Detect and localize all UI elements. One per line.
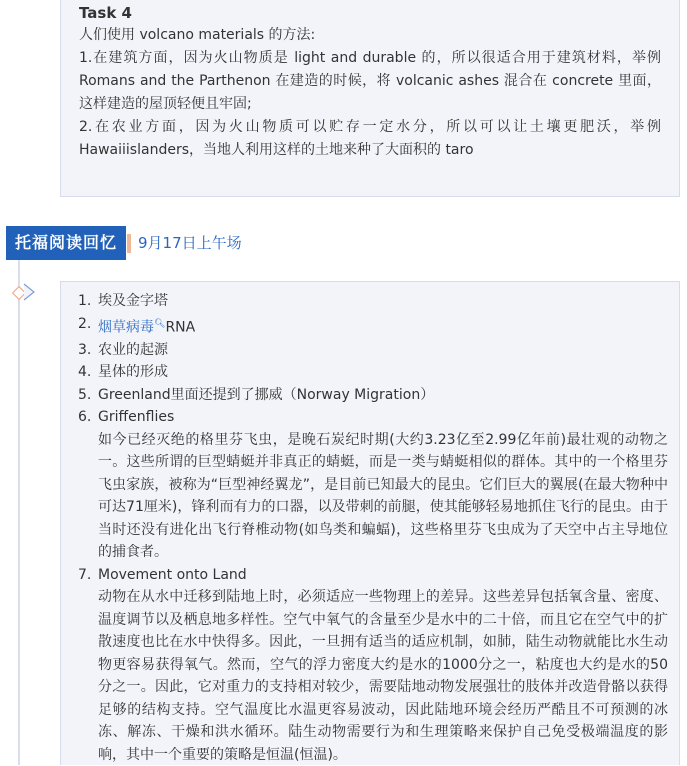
task-card <box>60 0 680 197</box>
item-text: RNA <box>165 319 196 336</box>
item-paragraph: 动物在从水中迁移到陆地上时，必须适应一些物理上的差异。这些差异包括氧含量、密度、温度调节以及栖息地多样性。空气中氧气的含量至少是水中的二十倍，而且它在空气中的扩散速度也比在水中快得多。因此，一旦拥有适当的适应机制，如肺，陆生动物就能比水生动物更容易获得氧气。然而，空气的浮力密度大约是水的1000分之一，粘度也大约是水的50分之一。因此，它对重力的支持相对较少，需要陆地动物发展强壮的肢体并改造骨骼以获得足够的结构支持。空气温度比水温更容易波动，因此陆地环境会经历严酷且不可预测的冰冻、解冻、干燥和洪水循环。陆生动物需要行为和生理策略来保护自己免受极端温度的影响，其中一个重要的策略是恒温(恒温)。 <box>98 589 668 763</box>
item-text: Greenland里面还提到了挪威（Norway Migration） <box>98 386 435 403</box>
list-item <box>78 339 668 362</box>
list-item <box>78 361 668 384</box>
tobacco-virus-link[interactable]: 烟草病毒 <box>98 319 154 336</box>
item-number: 2. <box>78 315 92 332</box>
task-paragraph-2: 2.在农业方面，因为火山物质可以贮存一定水分，所以可以让土壤更肥沃，举例 Hawaiiislanders，当地人利用这样的土地来种了大面积的 taro <box>79 119 661 158</box>
section-date: 9月17日上午场 <box>138 234 242 252</box>
item-paragraph: 如今已经灭绝的格里芬飞虫，是晚石炭纪时期(大约3.23亿至2.99亿年前)最壮观的动物之一。这些所谓的巨型蜻蜓并非真正的蜻蜓，而是一类与蜻蜓相似的群体。其中的一个格里芬飞虫家族，被称为“巨型神经翼龙”，是目前已知最大的昆虫。它们巨大的翼展(在最大物种中可达71厘米)，锋利而有力的口器，以及带刺的前腿，使其能够轻易地抓住飞行的昆虫。由于当时还没有进化出飞行脊椎动物(如鸟类和蝙蝠)，这些格里芬飞虫成为了天空中占主导地位的捕食者。 <box>98 431 668 561</box>
item-number: 3. <box>78 341 92 358</box>
recall-list <box>78 290 668 766</box>
timeline-rail <box>18 260 20 765</box>
section-divider <box>127 234 131 253</box>
item-text: 星体的形成 <box>98 364 168 381</box>
list-item <box>78 384 668 407</box>
task-title: Task 4 <box>79 4 132 22</box>
item-number: 6. <box>78 409 92 426</box>
search-icon[interactable]: 🔍︎ <box>154 318 166 329</box>
list-item <box>78 564 668 766</box>
chevron-right-icon <box>22 283 36 301</box>
item-text: 农业的起源 <box>98 341 168 358</box>
list-item <box>78 313 668 339</box>
item-number: 5. <box>78 386 92 403</box>
task-paragraph-1: 1.在建筑方面，因为火山物质是 light and durable 的，所以很适合用于建筑材料，举例 Romans and the Parthenon 在建造的时候，将 volcanic ashes 混合在 concrete 里面，这样建造的屋顶轻便且牢固; <box>79 50 661 112</box>
task-intro: 人们使用 volcano materials 的方法: <box>79 27 316 43</box>
section-header <box>0 226 687 260</box>
item-text: Movement onto Land <box>98 566 247 583</box>
item-number: 7. <box>78 566 92 583</box>
section-tag: 托福阅读回忆 <box>6 226 126 260</box>
item-text: 埃及金字塔 <box>98 293 168 309</box>
list-item <box>78 406 668 564</box>
item-number: 1. <box>78 293 92 309</box>
list-item <box>78 290 668 313</box>
item-text: Griffenflies <box>98 409 175 426</box>
item-number: 4. <box>78 364 92 381</box>
